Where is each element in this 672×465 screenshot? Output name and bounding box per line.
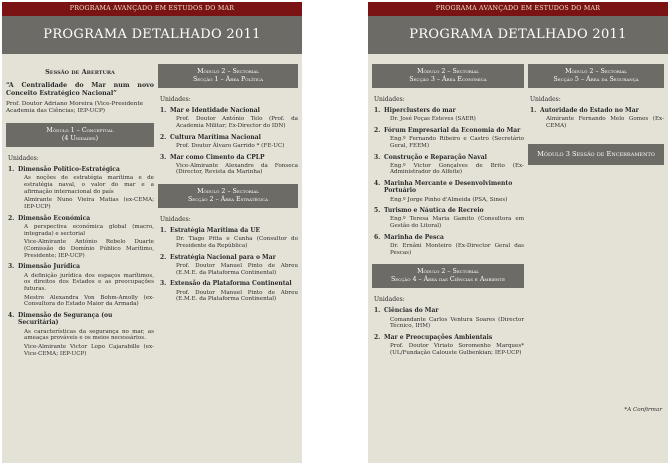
item-number: 1. — [8, 166, 15, 173]
item-description: A definição jurídica dos espaços marítimos, os direitos dos Estados e as preocupações futuras. — [24, 272, 154, 293]
item-speaker: Eng.º Teresa Maria Gamito (Consultora em Gestão do Litoral) — [390, 216, 524, 230]
item-description: A perspectiva económica global (macro, integrada) e sectorial — [24, 223, 154, 237]
modulo-2-s4-subtitle: Secção 4 – Área das Ciências e Ambiente — [390, 276, 506, 284]
modulo-2-s1-items — [158, 107, 298, 176]
modulo-2-s2-unidades-label: Unidades: — [160, 216, 191, 224]
modulo-2-s4-box — [372, 264, 524, 288]
program-page-2 — [368, 2, 668, 463]
item-number: 2. — [374, 126, 381, 134]
page2-right-column — [528, 60, 664, 463]
item-description: As características da segurança no mar, as ameaças prováveis e os meios necessários. — [24, 328, 154, 342]
item-title: Dimensão de Segurança (ou Securitária) — [18, 312, 113, 327]
item-title: Mar e Identidade Nacional — [170, 107, 260, 114]
item-description: As noções de estratégia marítima e de estratégia naval, o valor do mar e a afirmação internacional do país — [24, 175, 154, 195]
item-speaker: Eng.º Victor Gonçalves de Brito (Ex-Administrador do Alfeite) — [390, 162, 524, 176]
item-title: Turismo e Náutica de Recreio — [384, 207, 484, 215]
modulo-2-s1-unidades-label: Unidades: — [160, 96, 191, 103]
modulo-2-s1-box — [158, 64, 298, 88]
opening-speaker: Prof. Doutor Adriano Moreira (Vice-Presidente Academia das Ciências; IEP-UCP) — [6, 101, 144, 114]
list-item — [372, 234, 524, 257]
list-item — [158, 227, 298, 250]
item-speaker: Dr. Ernâni Monteiro (Ex-Director Geral das Pescas) — [390, 243, 524, 256]
program-page-1 — [2, 2, 302, 463]
item-title: Ciências do Mar — [384, 307, 439, 315]
modulo-2-s3-box — [372, 64, 524, 88]
item-speaker: Prof. Doutor Viriato Soromenho Marques* (UL/Fundação Calouste Gulbenkian; IEP-UCP) — [390, 343, 524, 356]
item-speaker: Vice-Almirante António Rebelo Duarte (Comissão do Domínio Público Marítimo, Presidente; IEP-UCP) — [24, 239, 154, 259]
item-speaker: Almirante Fernando Melo Gomes (Ex-CEMA) — [546, 116, 664, 129]
item-number: 1. — [530, 107, 537, 114]
item-title: Marinha de Pesca — [384, 233, 444, 241]
item-speaker: Prof. Doutor Álvaro Garrido * (FE-UC) — [176, 142, 285, 149]
page1-right-column — [158, 60, 298, 463]
item-speaker: Eng.º Jorge Pinho d'Almeida (PSA, Sines) — [390, 196, 508, 203]
list-item — [6, 166, 154, 211]
modulo-3-box — [528, 144, 664, 165]
modulo-1-box — [6, 123, 154, 147]
item-number: 2. — [160, 133, 167, 141]
modulo-1-subtitle: (4 Unidades) — [61, 135, 99, 142]
item-title: Extensão da Plataforma Continental — [170, 280, 292, 288]
item-speaker: Prof. Doutor António Telo (Prof. da Academia Militar; Ex-Director do IDN) — [176, 116, 298, 129]
list-item — [6, 263, 154, 308]
item-number: 2. — [374, 334, 381, 342]
modulo-1-title: Módulo 1 – Conceptual — [46, 127, 114, 134]
list-item — [372, 180, 524, 203]
list-item — [372, 307, 524, 330]
item-title: Cultura Marítima Nacional — [170, 133, 261, 141]
item-number: 6. — [374, 233, 381, 241]
list-item — [372, 334, 524, 357]
item-title: Construção e Reparação Naval — [384, 153, 487, 161]
item-title: Fórum Empresarial da Economia do Mar — [384, 126, 521, 134]
item-title: Estratégia Nacional para o Mar — [170, 253, 276, 261]
item-speaker: Vice-Almirante Alexandre da Fonseca (Director, Revista da Marinha) — [176, 162, 298, 176]
list-item — [372, 154, 524, 177]
item-speaker: Prof. Doutor Manuel Pinto de Abreu (E.M.E. da Plataforma Continental) — [176, 262, 298, 276]
item-number: 4. — [374, 180, 381, 188]
modulo-2-s1-subtitle: Secção 1 – Área Política — [192, 76, 263, 83]
page-title: PROGRAMA DETALHADO 2011 — [2, 16, 302, 54]
modulo-2-s3-title: Módulo 2 – Sectorial — [417, 68, 479, 75]
modulo-2-s5-box — [528, 64, 664, 88]
opening-quote: “A Centralidade do Mar num novo Conceito Estratégico Nacional” — [6, 82, 154, 97]
modulo-2-s1-title: Módulo 2 – Sectorial — [197, 68, 259, 75]
confirm-note: *A Confirmar — [624, 407, 662, 413]
list-item — [158, 107, 298, 130]
item-title: Mar e Preocupações Ambientais — [384, 334, 493, 342]
item-title: Dimensão Político-Estratégica — [18, 166, 120, 173]
modulo-2-s5-items — [528, 107, 664, 130]
modulo-2-s4-title: Módulo 2 – Sectorial — [417, 268, 479, 276]
modulo-2-s5-title: Módulo 2 – Sectorial — [565, 68, 627, 75]
item-title: Hiperclusters do mar — [384, 107, 456, 114]
modulo-2-s2-box — [158, 184, 298, 208]
list-item — [6, 215, 154, 260]
item-title: Mar como Cimento da CPLP — [170, 153, 265, 161]
item-speaker: Prof. Doutor Manuel Pinto de Abreu (E.M.E. da Plataforma Continental) — [176, 289, 298, 303]
item-number: 3. — [160, 153, 167, 161]
item-speaker: Vice-Almirante Victor Lopo Cajarabille (ex-Vice-CEMA; IEP-UCP) — [24, 343, 154, 357]
list-item — [372, 127, 524, 150]
item-title: Estratégia Marítima da UE — [170, 227, 261, 235]
item-number: 1. — [160, 107, 167, 114]
list-item — [372, 207, 524, 230]
modulo-2-s3-subtitle: Secção 3 – Área Económica — [409, 76, 487, 83]
program-name-bar: PROGRAMA AVANÇADO EM ESTUDOS DO MAR — [368, 2, 668, 16]
modulo-3-subtitle: Sessão de Encerramento — [572, 149, 655, 158]
list-item — [528, 107, 664, 130]
list-item — [6, 312, 154, 357]
item-speaker: Almirante Nuno Vieira Matias (ex-CEMA; IEP-UCP) — [24, 197, 154, 211]
modulo-2-s3-items — [372, 107, 524, 256]
modulo-2-s5-subtitle: Secção 5 – Área da Segurança — [553, 76, 639, 83]
modulo-2-s2-title: Módulo 2 – Sectorial — [197, 188, 259, 196]
modulo-1-items — [6, 166, 154, 357]
list-item — [372, 107, 524, 123]
modulo-2-s2-items — [158, 227, 298, 303]
modulo-2-s3-unidades-label: Unidades: — [374, 96, 405, 103]
item-number: 1. — [374, 107, 381, 114]
item-number: 3. — [160, 280, 167, 288]
page-title: PROGRAMA DETALHADO 2011 — [368, 16, 668, 54]
modulo-2-s5-unidades-label: Unidades: — [530, 96, 561, 103]
program-name-bar: PROGRAMA AVANÇADO EM ESTUDOS DO MAR — [2, 2, 302, 16]
list-item — [158, 154, 298, 177]
item-number: 2. — [160, 253, 167, 261]
item-title: Autoridade do Estado no Mar — [540, 107, 639, 114]
modulo-3-title: Módulo 3 — [537, 149, 570, 158]
item-number: 4. — [8, 312, 15, 320]
item-speaker: Eng.º Fernando Ribeiro e Castro (Secretário Geral, FEEM) — [390, 136, 524, 149]
list-item — [158, 134, 298, 150]
modulo-1-unidades-label: Unidades: — [8, 155, 39, 162]
item-title: Marinha Mercante e Desenvolvimento Portuário — [384, 180, 513, 195]
modulo-2-s4-items — [372, 307, 524, 356]
item-number: 3. — [374, 153, 381, 161]
item-speaker: Mestre Alexandra Von Bohm-Amolly (ex-Consultora do Estado Maior da Armada) — [24, 294, 154, 308]
item-number: 2. — [8, 214, 15, 222]
item-speaker: Dr. Tiago Pitta e Cunha (Consultor do Presidente da República) — [176, 236, 298, 250]
item-number: 1. — [160, 227, 167, 235]
page1-left-column — [6, 60, 154, 463]
page2-left-column — [372, 60, 524, 463]
item-number: 3. — [8, 263, 15, 271]
item-speaker: Dr. José Poças Esteves (SAER) — [390, 116, 476, 123]
item-title: Dimensão Económica — [18, 214, 91, 222]
list-item — [158, 280, 298, 303]
list-item — [158, 254, 298, 277]
item-number: 1. — [374, 307, 381, 315]
item-number: 5. — [374, 207, 381, 215]
opening-session-heading: Sessão de Abertura — [45, 68, 115, 76]
modulo-2-s2-subtitle: Secção 2 – Área Estratégica — [187, 196, 269, 204]
item-title: Dimensão Jurídica — [18, 263, 81, 271]
item-speaker: Comandante Carlos Ventura Soares (Director Técnico, IHM) — [390, 316, 524, 330]
modulo-2-s4-unidades-label: Unidades: — [374, 296, 405, 304]
